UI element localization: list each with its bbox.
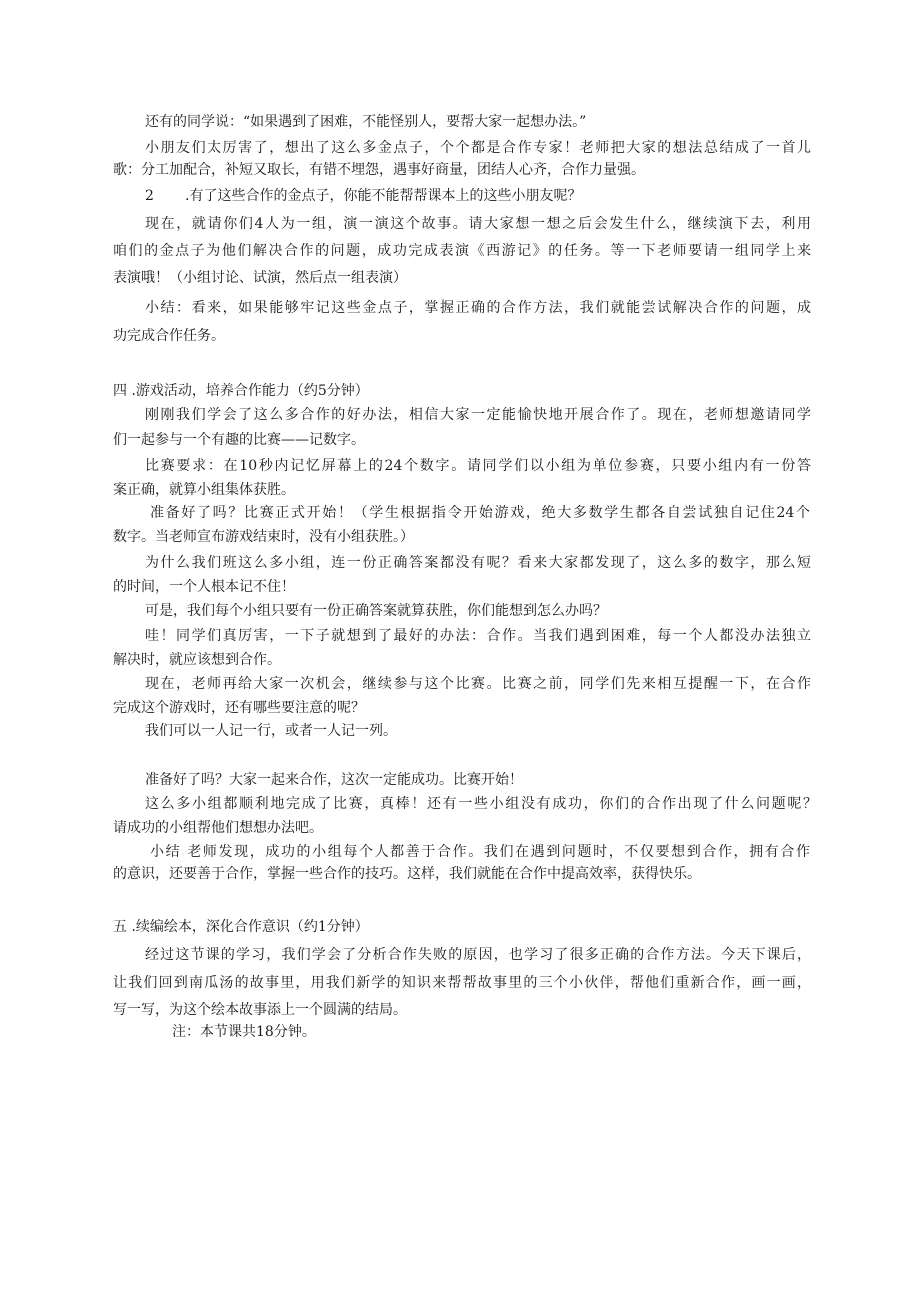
paragraph-line: 的意识，还要善于合作，掌握一些合作的技巧。这样，我们就能在合作中提高效率，获得快乐。 — [113, 866, 701, 882]
paragraph-line: 们一起参与一个有趣的比赛——记数字。 — [113, 432, 365, 448]
paragraph-line — [113, 241, 811, 261]
paragraph-text: 让我们回到南瓜汤的故事里，用我们新学的知识来帮帮故事里的三个小伙伴，帮他们重新合作，画一画， — [113, 975, 811, 991]
paragraph-line: 写一写，为这个绘本故事添上一个圆满的结局。 — [113, 1002, 407, 1018]
paragraph-text: 小结 老师发现，成功的小组每个人都善于合作。我们在遇到问题时，不仅要想到合作，拥有合作 — [150, 844, 810, 860]
section-heading: 五 .续编绘本，深化合作意识（约1分钟） — [113, 919, 369, 935]
paragraph-line: 准备好了吗？大家一起来合作，这次一定能成功。比赛开始！ — [145, 772, 523, 788]
paragraph-line — [145, 298, 811, 318]
paragraph-text: 哇！同学们真厉害，一下子就想到了最好的办法：合作。当我们遇到困难，每一个人都没办法独立 — [145, 628, 811, 644]
paragraph-text: 咱们的金点子为他们解决合作的问题，成功完成表演《西游记》的任务。等一下老师要请一组同学上来 — [113, 243, 811, 259]
paragraph-line — [145, 626, 811, 646]
paragraph-line — [145, 794, 817, 814]
paragraph-text: 准备好了吗？比赛正式开始！（学生根据指令开始游戏，绝大多数学生都各自尝试独自记住24个 — [150, 505, 810, 521]
paragraph-line: 可是，我们每个小组只要有一份正确答案就算获胜，你们能想到怎么办吗？ — [145, 603, 607, 619]
paragraph-line — [145, 405, 811, 425]
paragraph-text: 小朋友们太厉害了，想出了这么多金点子，个个都是合作专家！老师把大家的想法总结成了一首儿 — [145, 140, 811, 156]
paragraph-line: 解决时，就应该想到合作。 — [113, 652, 281, 668]
paragraph-line — [113, 973, 811, 993]
paragraph-line — [150, 842, 810, 862]
footnote: 注：本节课共18分钟。 — [172, 1024, 316, 1040]
paragraph-line: 功完成合作任务。 — [113, 328, 225, 344]
paragraph-line: 还有的同学说：“如果遇到了困难，不能怪别人，要帮大家一起想办法。” — [145, 114, 587, 130]
paragraph-text: 比赛要求：在10秒内记忆屏幕上的24个数字。请同学们以小组为单位参赛，只要小组内有一份答 — [145, 458, 811, 474]
paragraph-text: 现在，老师再给大家一次机会，继续参与这个比赛。比赛之前，同学们先来相互提醒一下，在合作 — [145, 676, 811, 692]
paragraph-line: 我们可以一人记一行，或者一人记一列。 — [145, 723, 397, 739]
paragraph-line: 歌：分工加配合，补短又取长，有错不埋怨，遇事好商量，团结人心齐，合作力量强。 — [113, 162, 645, 178]
list-text: .有了这些合作的金点子，你能不能帮帮课本上的这些小朋友呢？ — [185, 188, 582, 204]
paragraph-line: 表演哦！（小组讨论、试演，然后点一组表演） — [113, 270, 407, 286]
section-heading: 四 .游戏活动，培养合作能力（约5分钟） — [113, 383, 369, 399]
paragraph-text: 这么多小组都顺利地完成了比赛，真棒！还有一些小组没有成功，你们的合作出现了什么问题呢？ — [145, 796, 817, 812]
paragraph-text: 经过这节课的学习，我们学会了分析合作失败的原因，也学习了很多正确的合作方法。今天下课后， — [145, 947, 811, 963]
paragraph-line: 案正确，就算小组集体获胜。 — [113, 482, 295, 498]
paragraph-line: 请成功的小组帮他们想想办法吧。 — [113, 820, 323, 836]
paragraph-line — [145, 674, 811, 694]
paragraph-line: 的时间，一个人根本记不住！ — [113, 579, 295, 595]
paragraph-text: 为什么我们班这么多小组，连一份正确答案都没有呢？看来大家都发现了，这么多的数字，那么短 — [145, 555, 811, 571]
paragraph-line — [150, 503, 810, 523]
paragraph-line: 数字。当老师宣布游戏结束时，没有小组获胜。） — [113, 529, 414, 545]
paragraph-text: 小结：看来，如果能够牢记这些金点子，掌握正确的合作方法，我们就能尝试解决合作的问题，成 — [145, 300, 811, 316]
paragraph-line — [145, 214, 811, 234]
paragraph-line — [145, 138, 811, 158]
paragraph-line: 完成这个游戏时，还有哪些要注意的呢？ — [113, 700, 365, 716]
list-number: 2 — [145, 188, 154, 204]
paragraph-text: 现在，就请你们4人为一组，演一演这个故事。请大家想一想之后会发生什么，继续演下去，利用 — [145, 216, 811, 232]
paragraph-text: 刚刚我们学会了这么多合作的好办法，相信大家一定能愉快地开展合作了。现在，老师想邀请同学 — [145, 407, 811, 423]
paragraph-line — [145, 456, 811, 476]
paragraph-line — [145, 945, 811, 965]
paragraph-line — [145, 553, 811, 573]
list-item — [145, 186, 845, 206]
